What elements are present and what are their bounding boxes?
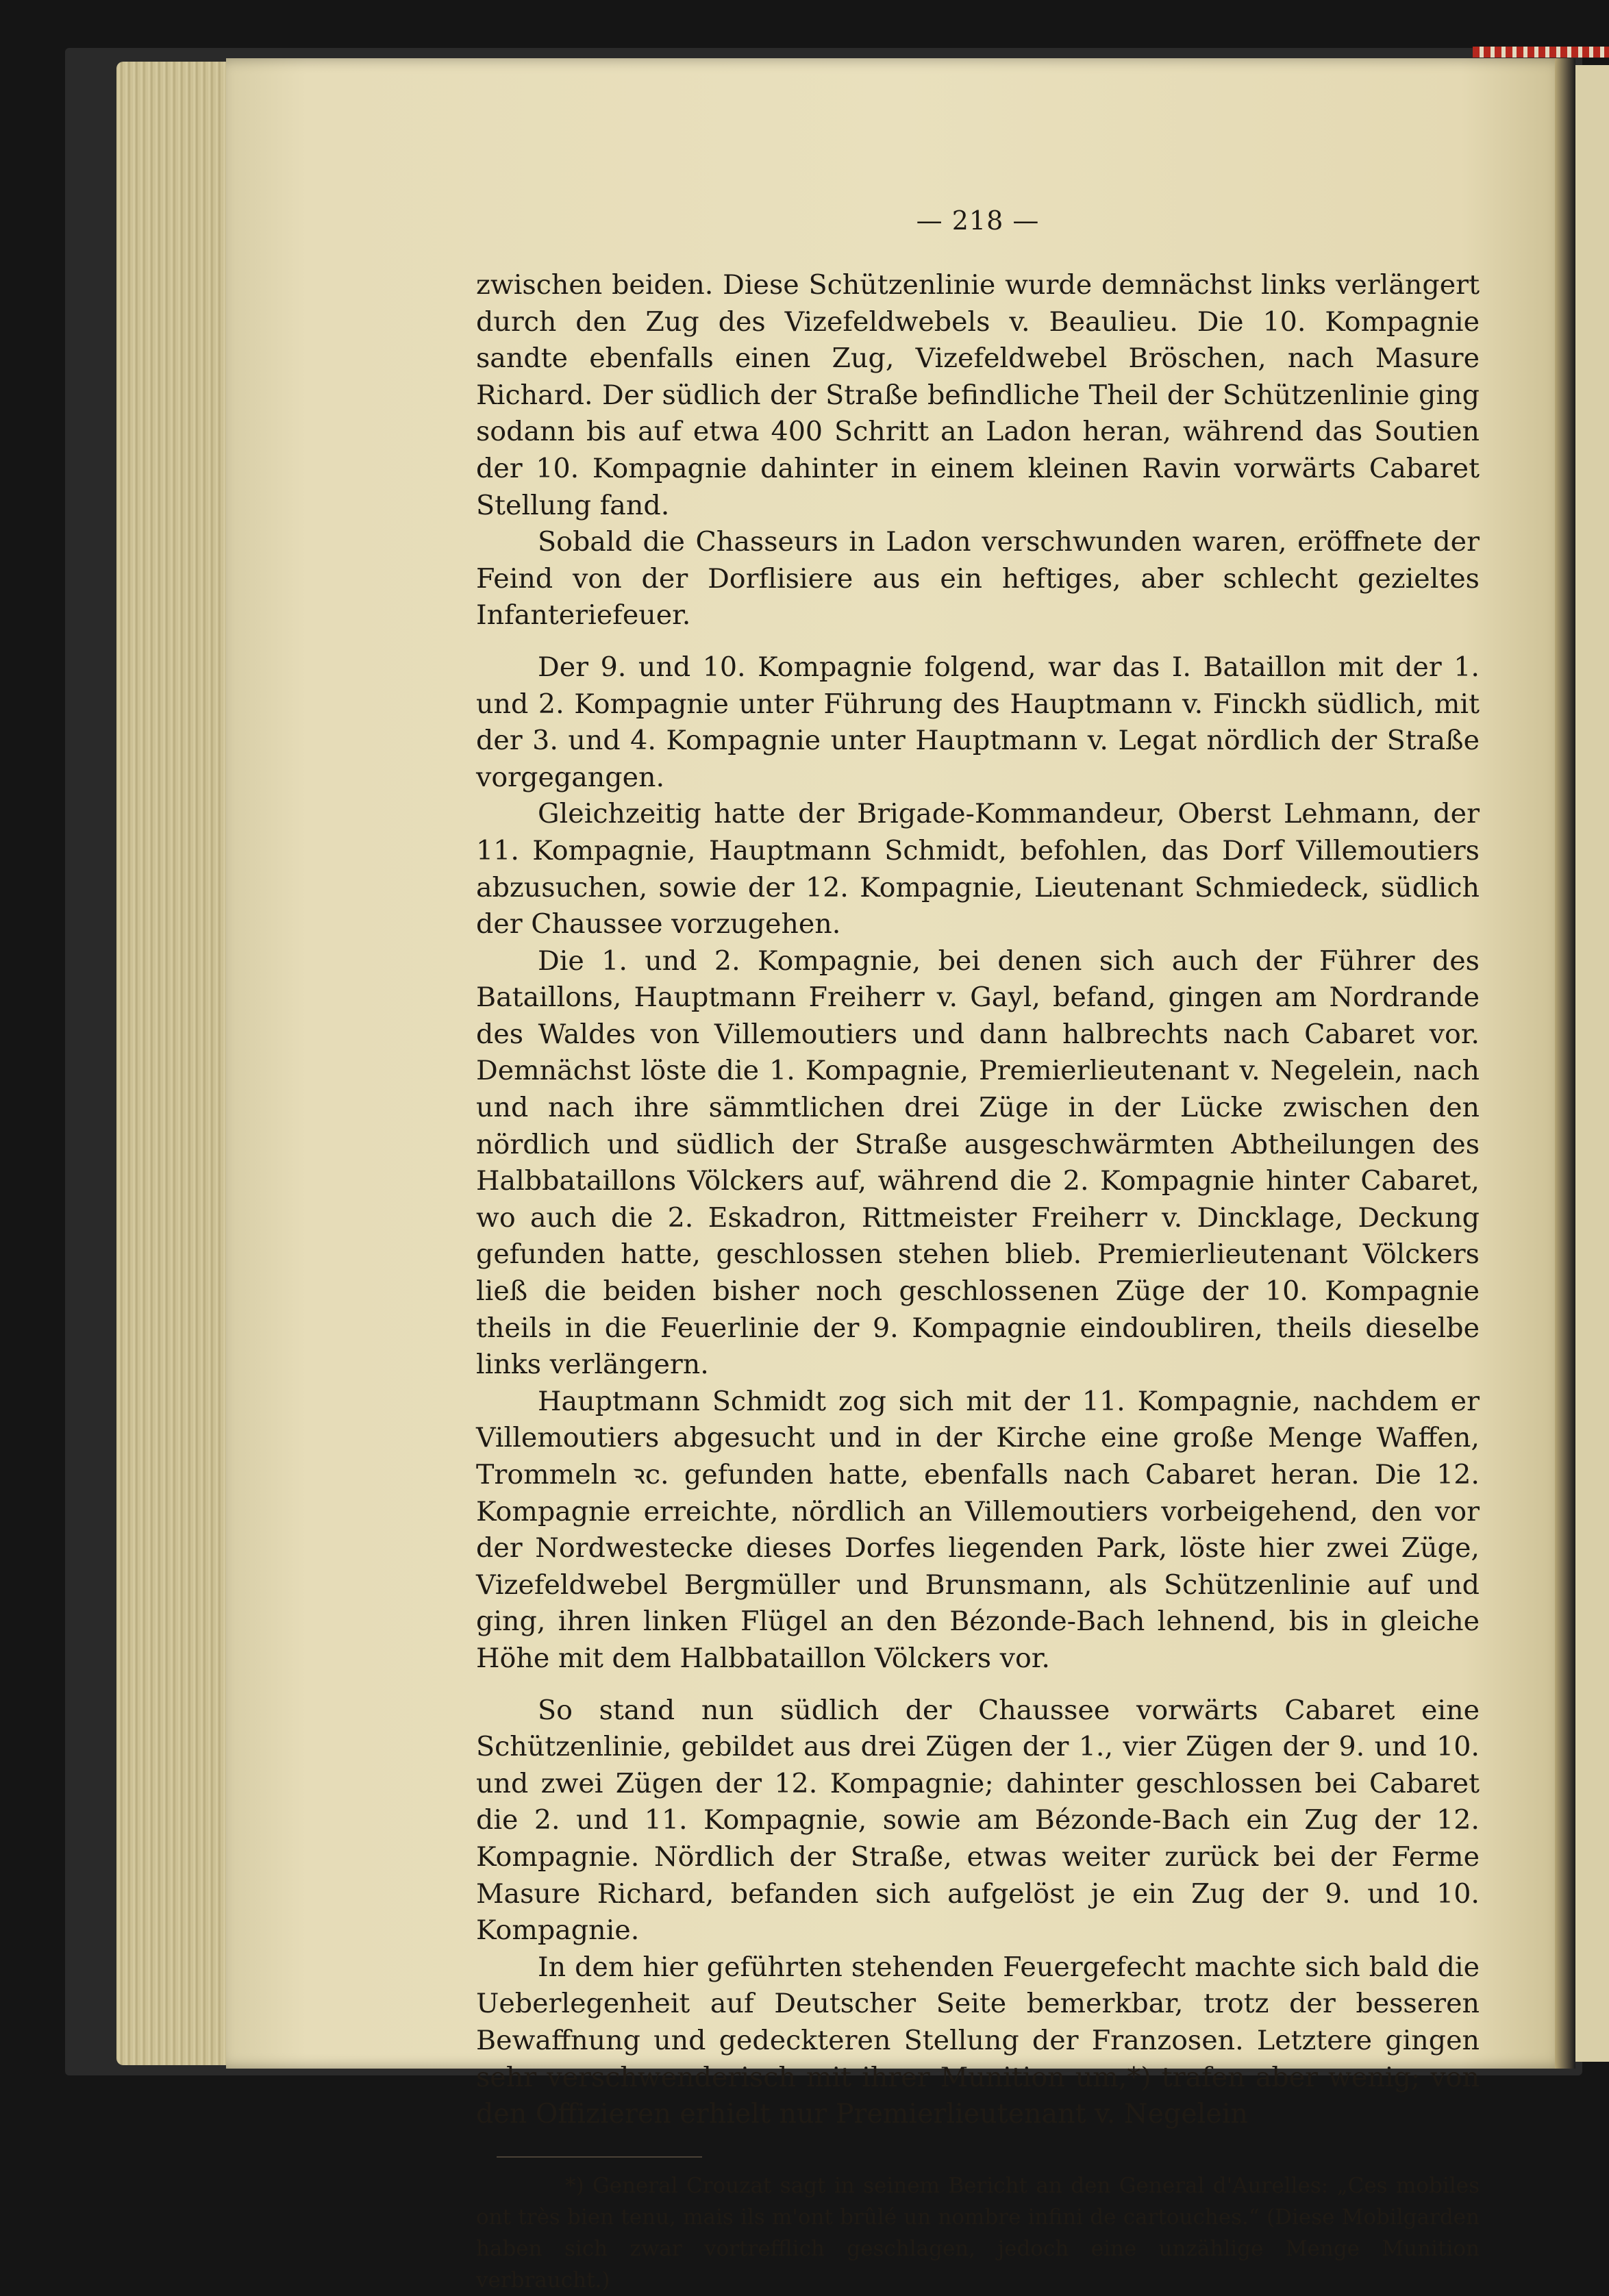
footnote-rule [497, 2156, 702, 2158]
page-number: — 218 — [916, 205, 1040, 236]
page-text-block [476, 205, 1480, 2296]
book-gutter [1555, 58, 1575, 2069]
red-edge-mark [1473, 47, 1609, 58]
footnote: *) General Crouzat sagt in seinem Bericht an den General d'Aurelles: „Ces mobiles ont très bien tenu, mais ils m'ont brûlé un nombre infini de cartouches.“ (Diese Mobilgarden haben sich zwar vortrefflich geschlagen, jedoch eine unzählige Menge Munition verbraucht.) [476, 2173, 1480, 2293]
paragraph-2: Sobald die Chasseurs in Ladon verschwunden waren, eröffnete der Feind von der Dorflisiere aus ein heftiges, aber schlecht gezieltes Infanteriefeuer. [476, 526, 1480, 632]
paragraph-7: So stand nun südlich der Chaussee vorwärts Cabaret eine Schützenlinie, gebildet aus drei Zügen der 1., vier Zügen der 9. und 10. und zwei Zügen der 12. Kompagnie; dahinter geschlossen bei Cabaret die 2. und 11. Kompagnie, sowie am Bézonde-Bach ein Zug der 12. Kompagnie. Nördlich der Straße, etwas weiter zurück bei der Ferme Masure Richard, befanden sich aufgelöst je ein Zug der 9. und 10. Kompagnie. [476, 1694, 1480, 1947]
paragraph-8: In dem hier geführten stehenden Feuergefecht machte sich bald die Ueberlegenheit auf Deutscher Seite bemerkbar, trotz der besseren Bewaffnung und gedeckteren Stellung der Franzosen. Letztere gingen sehr verschwenderisch mit ihrer Munition um,*) trafen aber wenig; von den Offizieren erhielt nur Premierlieutenant v. Negelein [476, 1951, 1480, 2130]
facing-page-edge [1575, 65, 1609, 2062]
paragraph-1: zwischen beiden. Diese Schützenlinie wurde demnächst links verlängert durch den Zug des Vizefeldwebels v. Beaulieu. Die 10. Kompagnie sandte ebenfalls einen Zug, Vizefeldwebel Bröschen, nach Masure Richard. Der südlich der Straße befindliche Theil der Schützenlinie ging sodann bis auf etwa 400 Schritt an Ladon heran, während das Soutien der 10. Kompagnie dahinter in einem kleinen Ravin vorwärts Cabaret Stellung fand. [476, 269, 1480, 521]
paragraph-4: Gleichzeitig hatte der Brigade-Kommandeur, Oberst Lehmann, der 11. Kompagnie, Hauptmann Schmidt, befohlen, das Dorf Villemoutiers abzusuchen, sowie der 12. Kompagnie, Lieutenant Schmiedeck, südlich der Chaussee vorzugehen. [476, 798, 1480, 940]
paragraph-5: Die 1. und 2. Kompagnie, bei denen sich auch der Führer des Bataillons, Hauptmann Freiherr v. Gayl, befand, gingen am Nordrande des Waldes von Villemoutiers und dann halbrechts nach Cabaret vor. Demnächst löste die 1. Kompagnie, Premierlieutenant v. Negelein, nach und nach ihre sämmtlichen drei Züge in der Lücke zwischen den nördlich und südlich der Straße ausgeschwärmten Abtheilungen des Halbbataillons Völckers auf, während die 2. Kompagnie hinter Cabaret, wo auch die 2. Eskadron, Rittmeister Freiherr v. Dincklage, Deckung gefunden hatte, geschlossen stehen blieb. Premierlieutenant Völckers ließ die beiden bisher noch geschlossenen Züge der 10. Kompagnie theils in die Feuerlinie der 9. Kompagnie eindoubliren, theils dieselbe links verlängern. [476, 945, 1480, 1381]
paragraph-3: Der 9. und 10. Kompagnie folgend, war das I. Bataillon mit der 1. und 2. Kompagnie unter Führung des Hauptmann v. Finckh südlich, mit der 3. und 4. Kompagnie unter Hauptmann v. Legat nördlich der Straße vorgegangen. [476, 651, 1480, 793]
page-edges [116, 62, 236, 2065]
paragraph-6: Hauptmann Schmidt zog sich mit der 11. Kompagnie, nachdem er Villemoutiers abgesucht und in der Kirche eine große Menge Waffen, Trommeln ꝛc. gefunden hatte, ebenfalls nach Cabaret heran. Die 12. Kompagnie erreichte, nördlich an Villemoutiers vorbeigehend, den vor der Nordwestecke dieses Dorfes liegenden Park, löste hier zwei Züge, Vizefeldwebel Bergmüller und Brunsmann, als Schützenlinie auf und ging, ihren linken Flügel an den Bézonde-Bach lehnend, bis in gleiche Höhe mit dem Halbbataillon Völckers vor. [476, 1385, 1480, 1674]
